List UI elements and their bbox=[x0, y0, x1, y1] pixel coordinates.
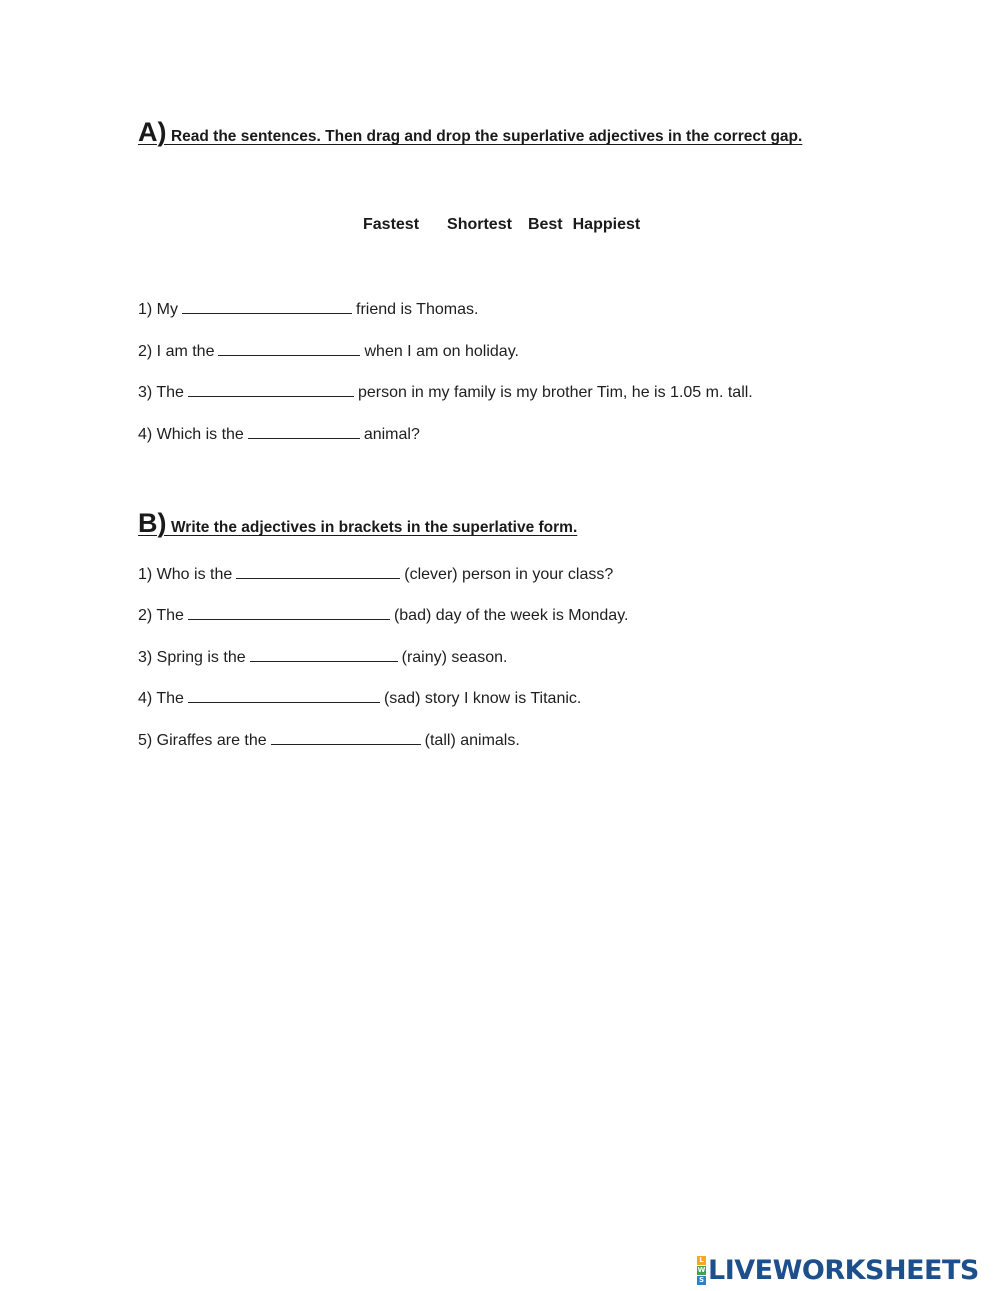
word-bank-item[interactable]: Shortest bbox=[447, 216, 512, 233]
sentence-text-after: when I am on holiday. bbox=[364, 343, 519, 360]
answer-gap[interactable] bbox=[182, 299, 352, 314]
section-b-sentence-1 bbox=[138, 564, 613, 584]
word-bank-item[interactable]: Best bbox=[527, 216, 563, 233]
section-a-sentence-4 bbox=[138, 424, 420, 444]
sentence-text-before: 4) The bbox=[138, 690, 184, 707]
word-bank bbox=[363, 216, 640, 234]
answer-gap[interactable] bbox=[188, 688, 380, 703]
answer-gap[interactable] bbox=[218, 341, 360, 356]
sentence-text-before: 1) My bbox=[138, 301, 178, 318]
sentence-text-before: 1) Who is the bbox=[138, 566, 233, 583]
section-a-sentence-1 bbox=[138, 299, 478, 319]
section-a-sentence-2 bbox=[138, 341, 519, 361]
section-b-sentence-3 bbox=[138, 647, 507, 667]
section-b-instruction: Write the adjectives in brackets in the superlative form. bbox=[170, 519, 578, 536]
sentence-text-before: 3) Spring is the bbox=[138, 649, 246, 666]
sentence-text-after: (bad) day of the week is Monday. bbox=[393, 607, 629, 624]
word-bank-item[interactable]: Fastest bbox=[363, 216, 420, 233]
sentence-text-after: (clever) person in your class? bbox=[404, 566, 614, 583]
sentence-text-after: animal? bbox=[363, 426, 420, 443]
section-b-sentence-2 bbox=[138, 605, 628, 625]
sentence-text-before: 3) The bbox=[138, 384, 184, 401]
sentence-text-before: 4) Which is the bbox=[138, 426, 244, 443]
logo-block: W bbox=[697, 1265, 706, 1274]
section-b-sentence-4 bbox=[138, 688, 581, 708]
section-b-heading bbox=[138, 508, 577, 539]
answer-gap[interactable] bbox=[188, 605, 390, 620]
sentence-text-before: 5) Giraffes are the bbox=[138, 732, 267, 749]
answer-gap[interactable] bbox=[271, 730, 421, 745]
logo-block: L bbox=[697, 1256, 706, 1265]
section-a-heading bbox=[138, 117, 802, 148]
section-a-sentence-3 bbox=[138, 382, 753, 402]
answer-gap[interactable] bbox=[250, 647, 398, 662]
section-a-letter: A) bbox=[138, 117, 167, 147]
sentence-text-after: person in my family is my brother Tim, he is 1.05 m. tall. bbox=[357, 384, 753, 401]
logo-blocks-icon bbox=[697, 1256, 706, 1285]
logo-text: LIVEWORKSHEETS bbox=[708, 1254, 979, 1286]
sentence-text-after: (sad) story I know is Titanic. bbox=[383, 690, 582, 707]
word-bank-item[interactable]: Happiest bbox=[572, 216, 641, 233]
answer-gap[interactable] bbox=[248, 424, 360, 439]
sentence-text-after: friend is Thomas. bbox=[356, 301, 479, 318]
liveworksheets-logo bbox=[697, 1254, 979, 1286]
sentence-text-after: (rainy) season. bbox=[401, 649, 508, 666]
answer-gap[interactable] bbox=[236, 564, 400, 579]
section-a-instruction: Read the sentences. Then drag and drop the superlative adjectives in the correct gap. bbox=[170, 128, 803, 145]
sentence-text-after: (tall) animals. bbox=[424, 732, 520, 749]
sentence-text-before: 2) I am the bbox=[138, 343, 215, 360]
answer-gap[interactable] bbox=[188, 382, 354, 397]
logo-block: S bbox=[698, 1275, 705, 1284]
sentence-text-before: 2) The bbox=[138, 607, 184, 624]
section-b-letter: B) bbox=[138, 508, 167, 538]
section-b-sentence-5 bbox=[138, 730, 520, 750]
